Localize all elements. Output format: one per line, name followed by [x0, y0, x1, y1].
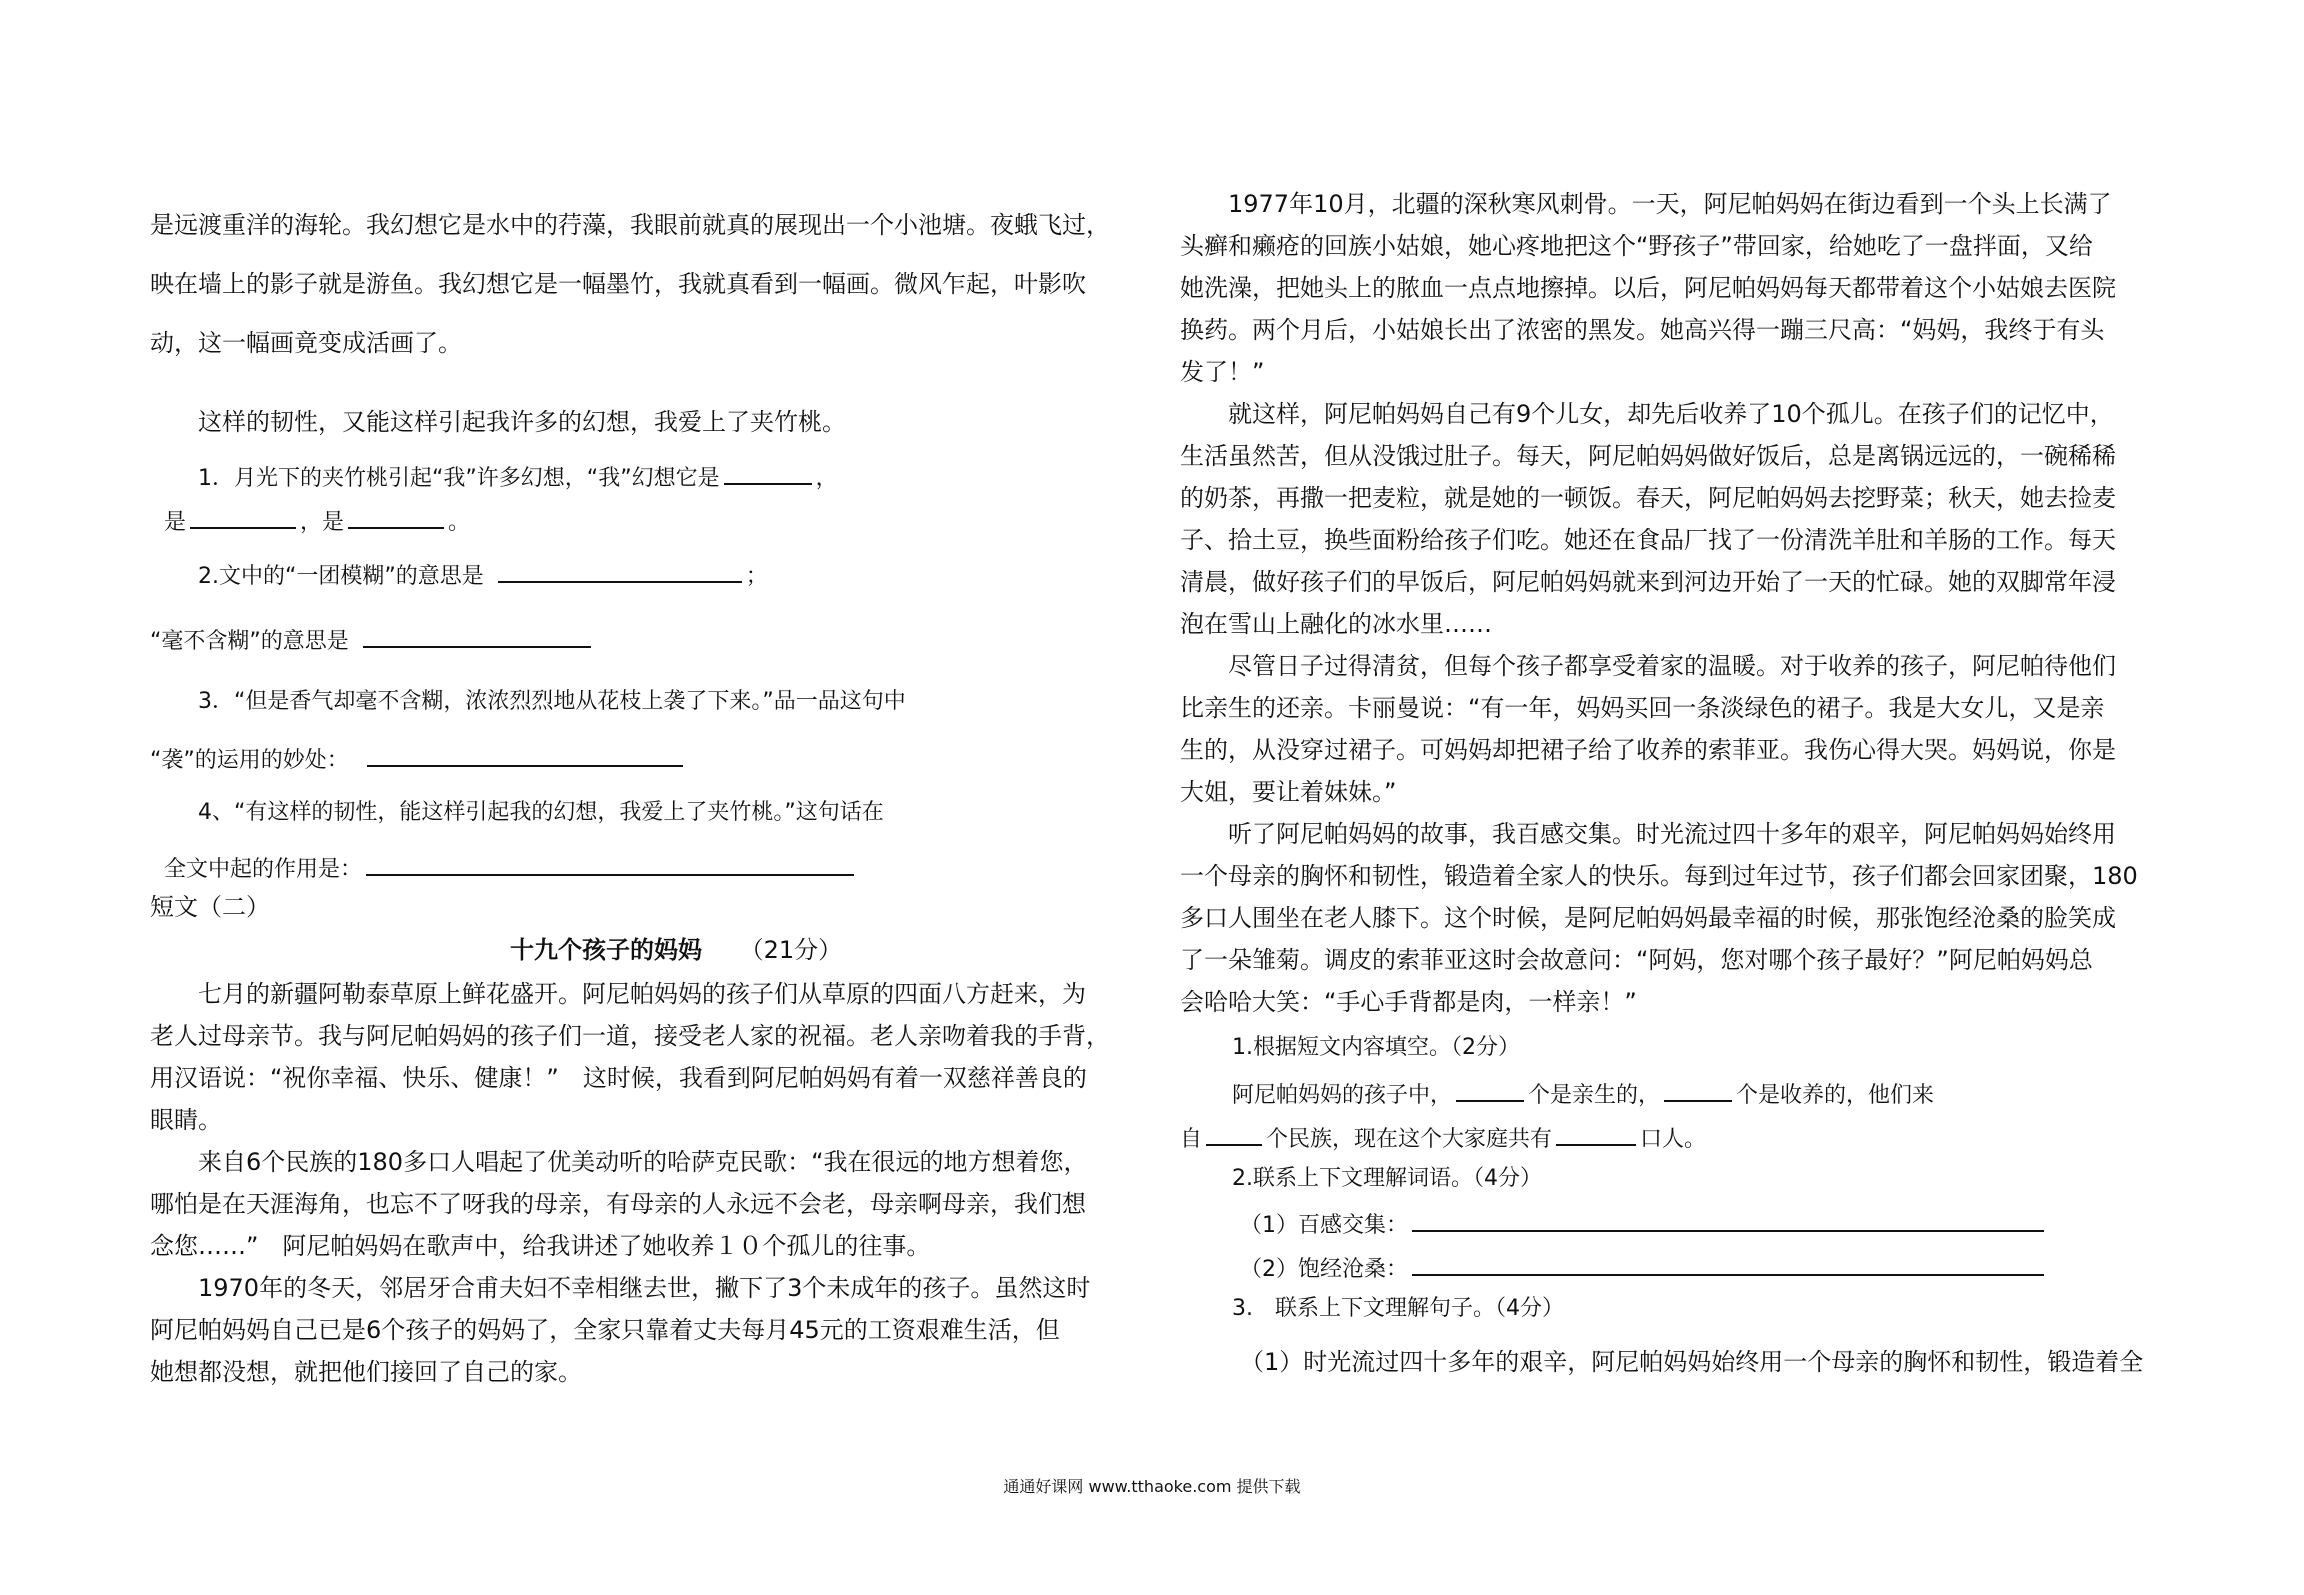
q1-title: 1.根据短文内容填空。（2分） — [1232, 1035, 1520, 1060]
story-line: 她洗澡，把她头上的脓血一点点地擦掉。以后，阿尼帕妈妈每天都带着这个小姑娘去医院 — [1180, 274, 2116, 302]
story-line: 阿尼帕妈妈自己已是6个孩子的妈妈了，全家只靠着丈夫每月45元的工资艰难生活，但 — [150, 1316, 1060, 1344]
text-line: 映在墙上的影子就是游鱼。我幻想它是一幅墨竹，我就真看到一幅画。微风乍起，叶影吹 — [150, 270, 1086, 298]
answer-blank[interactable] — [1456, 1076, 1524, 1102]
story-line: 尽管日子过得清贫，但每个孩子都享受着家的温暖。对于收养的孩子，阿尼帕待他们 — [1228, 652, 2116, 680]
answer-blank[interactable] — [1412, 1206, 2044, 1232]
story-line: 哪怕是在天涯海角，也忘不了呀我的母亲，有母亲的人永远不会老，母亲啊母亲，我们想 — [150, 1190, 1086, 1218]
answer-blank[interactable] — [724, 459, 812, 485]
story-line: 的奶茶，再撒一把麦粒，就是她的一顿饭。春天，阿尼帕妈妈去挖野菜；秋天，她去捡麦 — [1180, 484, 2116, 512]
story-line: 会哈哈大笑：“手心手背都是肉，一样亲！” — [1180, 988, 1637, 1016]
question-4: 4、“有这样的韧性，能这样引起我的幻想，我爱上了夹竹桃。”这句话在 — [198, 800, 884, 825]
answer-blank[interactable] — [190, 503, 296, 529]
story-line: 生活虽然苦，但从没饿过肚子。每天，阿尼帕妈妈做好饭后，总是离锅远远的，一碗稀稀 — [1180, 442, 2116, 470]
story-line: 老人过母亲节。我与阿尼帕妈妈的孩子们一道，接受老人家的祝福。老人亲吻着我的手背， — [150, 1022, 1110, 1050]
question-2-cont: “毫不含糊”的意思是 — [150, 622, 595, 658]
story-line: 换药。两个月后，小姑娘长出了浓密的黑发。她高兴得一蹦三尺高：“妈妈，我终于有头 — [1180, 316, 2105, 344]
text-line: 动，这一幅画竟变成活画了。 — [150, 329, 462, 357]
story-line: 就这样，阿尼帕妈妈自己有9个儿女，却先后收养了10个孤儿。在孩子们的记忆中， — [1228, 400, 2114, 428]
story-line: 清晨，做好孩子们的早饭后，阿尼帕妈妈就来到河边开始了一天的忙碌。她的双脚常年浸 — [1180, 568, 2116, 596]
q2-title: 2.联系上下文理解词语。（4分） — [1232, 1166, 1542, 1191]
answer-blank[interactable] — [363, 622, 591, 648]
answer-blank[interactable] — [366, 850, 854, 876]
story-line: 生的，从没穿过裙子。可妈妈却把裙子给了收养的索菲亚。我伤心得大哭。妈妈说，你是 — [1180, 736, 2116, 764]
story-line: 大姐，要让着妹妹。” — [1180, 778, 1397, 806]
story-line: 她想都没想，就把他们接回了自己的家。 — [150, 1358, 582, 1386]
story-line: 发了！” — [1180, 358, 1265, 386]
story-line: 1977年10月，北疆的深秋寒风刺骨。一天，阿尼帕妈妈在街边看到一个头上长满了 — [1228, 190, 2112, 218]
story-heading — [510, 934, 842, 966]
story-title: 十九个孩子的妈妈 — [510, 936, 702, 964]
answer-blank[interactable] — [367, 741, 683, 767]
story-line: 了一朵雏菊。调皮的索菲亚这时会故意问：“阿妈，您对哪个孩子最好？”阿尼帕妈妈总 — [1180, 946, 2093, 974]
section-heading: 短文（二） — [150, 893, 270, 921]
story-score: （21分） — [739, 936, 843, 964]
answer-blank[interactable] — [1556, 1120, 1636, 1146]
story-line: 七月的新疆阿勒泰草原上鲜花盛开。阿尼帕妈妈的孩子们从草原的四面八方赶来，为 — [198, 980, 1086, 1008]
story-line: 一个母亲的胸怀和韧性，锻造着全家人的快乐。每到过年过节，孩子们都会回家团聚，180 — [1180, 862, 2138, 890]
story-line: 头癣和癞疮的回族小姑娘，她心疼地把这个“野孩子”带回家，给她吃了一盘拌面，又给 — [1180, 232, 2093, 260]
answer-blank[interactable] — [498, 557, 742, 583]
text-line: 是远渡重洋的海轮。我幻想它是水中的荇藻，我眼前就真的展现出一个小池塘。夜蛾飞过， — [150, 211, 1110, 239]
answer-blank[interactable] — [1412, 1250, 2044, 1276]
story-line: 1970年的冬天，邻居牙合甫夫妇不幸相继去世，撇下了3个未成年的孩子。虽然这时 — [198, 1274, 1091, 1302]
story-line: 泡在雪山上融化的冰水里…… — [1180, 610, 1492, 638]
story-line: 多口人围坐在老人膝下。这个时候，是阿尼帕妈妈最幸福的时候，那张饱经沧桑的脸笑成 — [1180, 904, 2116, 932]
question-1-cont: 是 ，是 。 — [164, 503, 470, 539]
page-footer: 通通好课网 www.tthaoke.com 提供下载 — [1003, 1477, 1301, 1496]
story-line: 念您……” 阿尼帕妈妈在歌声中，给我讲述了她收养１０个孤儿的往事。 — [150, 1232, 931, 1260]
answer-blank[interactable] — [1206, 1120, 1262, 1146]
question-3: 3．“但是香气却毫不含糊，浓浓烈烈地从花枝上袭了下来。”品一品这句中 — [198, 689, 906, 714]
story-line: 用汉语说：“祝你幸福、快乐、健康！” 这时候，我看到阿尼帕妈妈有着一双慈祥善良的 — [150, 1064, 1087, 1092]
story-line: 来自6个民族的180多口人唱起了优美动听的哈萨克民歌：“我在很远的地方想着您， — [198, 1148, 1088, 1176]
q3-title: 3. 联系上下文理解句子。（4分） — [1232, 1296, 1564, 1321]
question-4-cont: 全文中起的作用是： — [164, 850, 858, 886]
answer-blank[interactable] — [348, 503, 444, 529]
q1-line-b: 自 个民族，现在这个大家庭共有 口人。 — [1180, 1120, 1706, 1156]
story-line: 子、拾土豆，换些面粉给孩子们吃。她还在食品厂找了一份清洗羊肚和羊肠的工作。每天 — [1180, 526, 2116, 554]
question-3-cont: “袭”的运用的妙处： — [150, 741, 687, 777]
question-2: 2.文中的“一团模糊”的意思是 ； — [198, 557, 768, 593]
q3-item: （1）时光流过四十多年的艰辛，阿尼帕妈妈始终用一个母亲的胸怀和韧性，锻造着全 — [1240, 1348, 2144, 1376]
q1-line-a: 阿尼帕妈妈的孩子中， 个是亲生的， 个是收养的，他们来 — [1232, 1076, 1934, 1112]
q2-item: （1）百感交集： — [1240, 1206, 2048, 1242]
text-line: 这样的韧性，又能这样引起我许多的幻想，我爱上了夹竹桃。 — [198, 408, 846, 436]
story-line: 听了阿尼帕妈妈的故事，我百感交集。时光流过四十多年的艰辛，阿尼帕妈妈始终用 — [1228, 820, 2116, 848]
q2-item: （2）饱经沧桑： — [1240, 1250, 2048, 1286]
story-line: 比亲生的还亲。卡丽曼说：“有一年，妈妈买回一条淡绿色的裙子。我是大女儿，又是亲 — [1180, 694, 2105, 722]
story-line: 眼睛。 — [150, 1106, 222, 1134]
question-1: 1．月光下的夹竹桃引起“我”许多幻想，“我”幻想它是 ， — [198, 459, 838, 495]
answer-blank[interactable] — [1664, 1076, 1732, 1102]
